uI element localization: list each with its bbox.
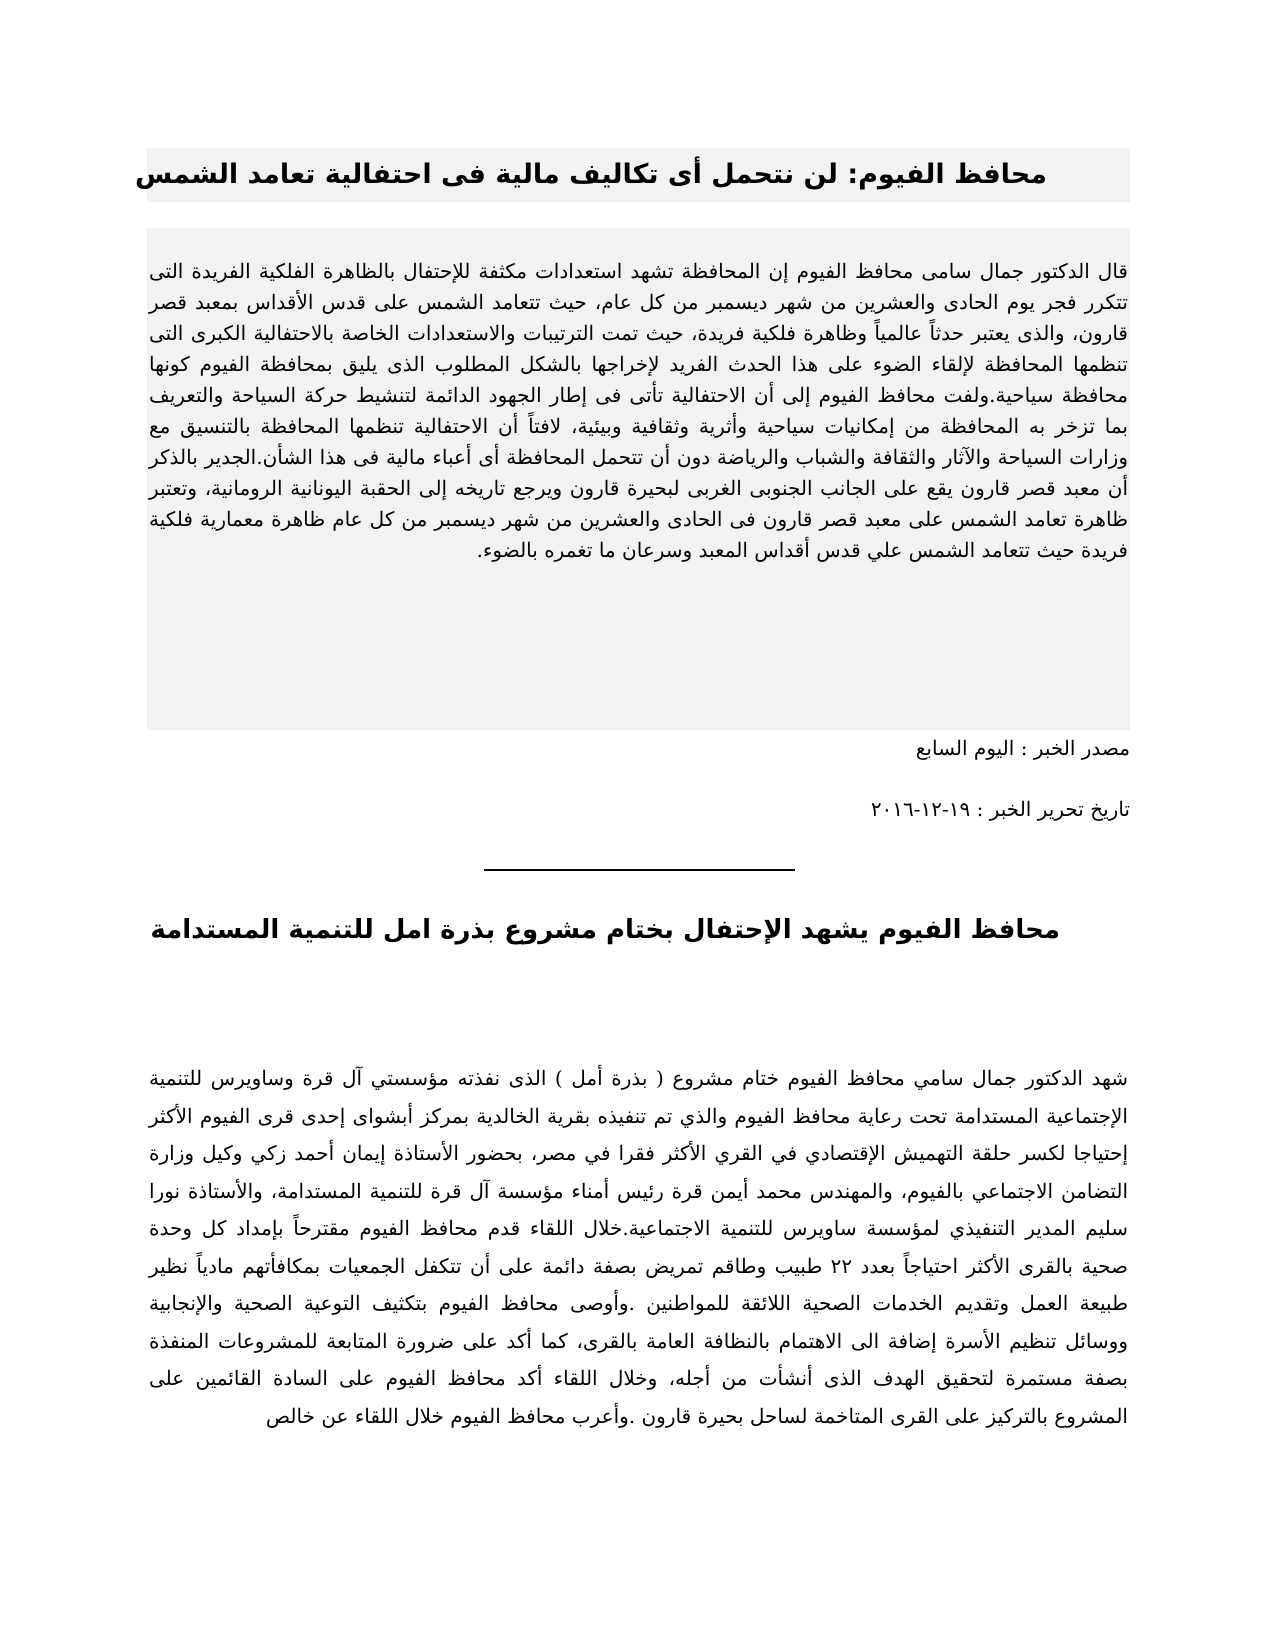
article1-date: تاريخ تحرير الخبر : ١٩-١٢-٢٠١٦ [870,797,1130,821]
article2-title: محافظ الفيوم يشهد الإحتفال بختام مشروع بذرة امل للتنمية المستدامة [150,915,1060,945]
article1-source: مصدر الخبر : اليوم السابع [915,736,1130,760]
article-separator [484,869,795,871]
article1-title: محافظ الفيوم: لن نتحمل أى تكاليف مالية فى احتفالية تعامد الشمس [134,159,1047,190]
article2-body: شهد الدكتور جمال سامي محافظ الفيوم ختام مشروع ( بذرة أمل ) الذى نفذته مؤسستي آل قرة وساويرس للتنمية الإجتماعية المستدامة تحت رعاية محافظ الفيوم والذي تم تنفيذه بقرية الخالدية بمركز أبشواى إحدى قرى الفيوم الأكثر إحتياجا لكسر حلقة التهميش الإقتصادي في القري الأكثر فقرا في مصر، بحضور الأستاذة إيمان أحمد زكي وكيل وزارة التضامن الاجتماعي بالفيوم، والمهندس محمد أيمن قرة رئيس أمناء مؤسسة آل قرة للتنمية المستدامة، والأستاذة نورا سليم المدير التنفيذي لمؤسسة ساويرس للتنمية الاجتماعية.خلال اللقاء قدم محافظ الفيوم مقترحاً بإمداد كل وحدة صحية بالقرى الأكثر احتياجاً بعدد ٢٢ طبيب وطاقم تمريض بصفة دائمة على أن تتكفل الجمعيات بمكافأتهم مادياً نظير طبيعة العمل وتقديم الخدمات الصحية اللائقة للمواطنين .وأوصى محافظ الفيوم بتكثيف التوعية الصحية والإنجابية ووسائل تنظيم الأسرة إضافة الى الاهتمام بالنظافة العامة بالقرى، كما أكد على ضرورة المتابعة للمشروعات المنفذة بصفة مستمرة لتحقيق الهدف الذى أنشأت من أجله، وخلال اللقاء أكد محافظ الفيوم على السادة القائمين على المشروع بالتركيز على القرى المتاخمة لساحل بحيرة قارون .وأعرب محافظ الفيوم خلال اللقاء عن خالص [149,1066,1129,1428]
article1-body: قال الدكتور جمال سامى محافظ الفيوم إن المحافظة تشهد استعدادات مكثفة للإحتفال بالظاهرة الفلكية الفريدة التى تتكرر فجر يوم الحادى والعشرين من شهر ديسمبر من كل عام، حيث تتعامد الشمس على قدس الأقداس بمعبد قصر قارون، والذى يعتبر حدثاً عالمياً وظاهرة فلكية فريدة، حيث تمت الترتيبات والاستعدادات الخاصة بالاحتفالية الكبرى التى تنظمها المحافظة لإلقاء الضوء على هذا الحدث الفريد لإخراجها بالشكل المطلوب الذى يليق بمحافظة الفيوم كونها محافظة سياحية.ولفت محافظ الفيوم إلى أن الاحتفالية تأتى فى إطار الجهود الدائمة لتنشيط حركة السياحة والتعريف بما تزخر به المحافظة من إمكانيات سياحية وأثرية وثقافية وبيئية، لافتاً أن الاحتفالية تنظمها المحافظة بالتنسيق مع وزارات السياحة والآثار والثقافة والشباب والرياضة دون أن تتحمل المحافظة أى أعباء مالية فى هذا الشأن.الجدير بالذكر أن معبد قصر قارون يقع على الجانب الجنوبى الغربى لبحيرة قارون ويرجع تاريخه إلى الحقبة اليونانية الرومانية، وتعتبر ظاهرة تعامد الشمس على معبد قصر قارون فى الحادى والعشرين من شهر ديسمبر من كل عام ظاهرة معمارية فلكية فريدة حيث تتعامد الشمس علي قدس أقداس المعبد وسرعان ما تغمره بالضوء. [149,259,1128,562]
